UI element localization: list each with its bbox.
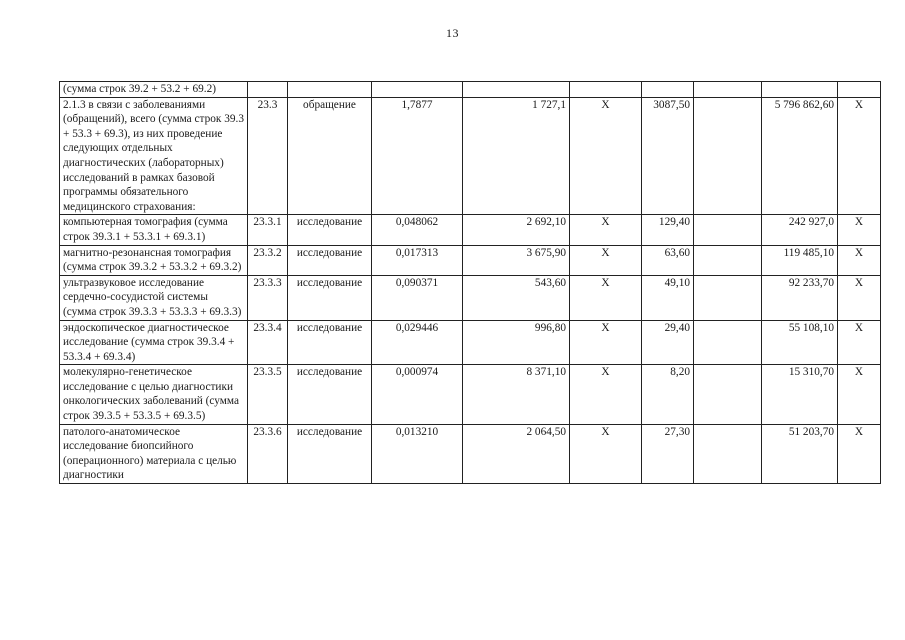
row-name: эндоскопическое диагностическое исследование (сумма строк 39.3.4 + 53.3.4 + 69.3.4): [60, 320, 248, 365]
page-number: 13: [446, 26, 459, 40]
row-code: 23.3.3: [248, 275, 288, 320]
row-code: 23.3.6: [248, 424, 288, 483]
row-x-mark: X: [570, 424, 642, 483]
row-unit: исследование: [288, 365, 372, 424]
row-unit: исследование: [288, 320, 372, 365]
row-cost: 543,60: [463, 275, 570, 320]
table-row: [60, 365, 881, 424]
table-row: [60, 97, 881, 215]
row-x-mark-2: X: [838, 424, 881, 483]
row-name: магнитно-резонансная томография (сумма строк 39.3.2 + 53.3.2 + 69.3.2): [60, 245, 248, 275]
row-norm: 0,029446: [372, 320, 463, 365]
row-code: 23.3: [248, 97, 288, 215]
row-name: компьютерная томография (сумма строк 39.3.1 + 53.3.1 + 69.3.1): [60, 215, 248, 245]
row-cost: 996,80: [463, 320, 570, 365]
row-empty-cell: [694, 275, 762, 320]
row-unit: исследование: [288, 215, 372, 245]
row-per-capita: 3087,50: [642, 97, 694, 215]
row-empty-cell: [694, 424, 762, 483]
row-x-mark: X: [570, 320, 642, 365]
table-row: [60, 215, 881, 245]
row-norm: 0,000974: [372, 365, 463, 424]
data-table: [59, 81, 881, 484]
row-norm: 0,017313: [372, 245, 463, 275]
row-unit: исследование: [288, 424, 372, 483]
row-name: (сумма строк 39.2 + 53.2 + 69.2): [60, 82, 248, 98]
row-code: 23.3.2: [248, 245, 288, 275]
row-x-mark-2: X: [838, 365, 881, 424]
row-x-mark-2: X: [838, 97, 881, 215]
row-norm: [372, 82, 463, 98]
row-empty-cell: [694, 245, 762, 275]
row-per-capita: 129,40: [642, 215, 694, 245]
row-name: 2.1.3 в связи с заболеваниями (обращений), всего (сумма строк 39.3 + 53.3 + 69.3), из них проведение следующих отдельных диагностических (лабораторных) исследований в рамках базовой программы обязательного медицинского страхования:: [60, 97, 248, 215]
row-name: ультразвуковое исследование сердечно-сосудистой системы (сумма строк 39.3.3 + 53.3.3 + 69.3.3): [60, 275, 248, 320]
row-cost: [463, 82, 570, 98]
row-cost: 2 064,50: [463, 424, 570, 483]
row-per-capita: 27,30: [642, 424, 694, 483]
row-total: 55 108,10: [762, 320, 838, 365]
row-unit: обращение: [288, 97, 372, 215]
row-per-capita: 29,40: [642, 320, 694, 365]
row-norm: 0,013210: [372, 424, 463, 483]
row-x-mark: X: [570, 365, 642, 424]
row-unit: [288, 82, 372, 98]
table-row: [60, 275, 881, 320]
row-x-mark: X: [570, 275, 642, 320]
row-per-capita: 63,60: [642, 245, 694, 275]
row-empty-cell: [694, 97, 762, 215]
row-x-mark-2: X: [838, 245, 881, 275]
row-empty-cell: [694, 215, 762, 245]
row-total: 5 796 862,60: [762, 97, 838, 215]
row-unit: исследование: [288, 275, 372, 320]
table-row: [60, 245, 881, 275]
table-body: [60, 82, 881, 484]
row-per-capita: [642, 82, 694, 98]
row-total: 51 203,70: [762, 424, 838, 483]
row-total: 92 233,70: [762, 275, 838, 320]
row-code: 23.3.1: [248, 215, 288, 245]
table-row: [60, 320, 881, 365]
row-unit: исследование: [288, 245, 372, 275]
row-total: 119 485,10: [762, 245, 838, 275]
row-total: [762, 82, 838, 98]
row-empty-cell: [694, 365, 762, 424]
row-x-mark: X: [570, 215, 642, 245]
row-norm: 0,048062: [372, 215, 463, 245]
row-cost: 3 675,90: [463, 245, 570, 275]
table-row: [60, 424, 881, 483]
row-x-mark: X: [570, 97, 642, 215]
row-norm: 0,090371: [372, 275, 463, 320]
row-code: 23.3.5: [248, 365, 288, 424]
row-cost: 2 692,10: [463, 215, 570, 245]
row-x-mark-2: X: [838, 275, 881, 320]
row-name: молекулярно-генетическое исследование с целью диагностики онкологических заболеваний (сумма строк 39.3.5 + 53.3.5 + 69.3.5): [60, 365, 248, 424]
row-x-mark-2: X: [838, 320, 881, 365]
row-x-mark: [570, 82, 642, 98]
row-per-capita: 8,20: [642, 365, 694, 424]
row-cost: 8 371,10: [463, 365, 570, 424]
row-x-mark-2: X: [838, 215, 881, 245]
row-total: 242 927,0: [762, 215, 838, 245]
row-cost: 1 727,1: [463, 97, 570, 215]
row-empty-cell: [694, 320, 762, 365]
row-x-mark-2: [838, 82, 881, 98]
row-code: 23.3.4: [248, 320, 288, 365]
row-per-capita: 49,10: [642, 275, 694, 320]
table-row: [60, 82, 881, 98]
row-empty-cell: [694, 82, 762, 98]
row-total: 15 310,70: [762, 365, 838, 424]
row-norm: 1,7877: [372, 97, 463, 215]
row-code: [248, 82, 288, 98]
row-name: патолого-анатомическое исследование биопсийного (операционного) материала с целью диагностики: [60, 424, 248, 483]
row-x-mark: X: [570, 245, 642, 275]
